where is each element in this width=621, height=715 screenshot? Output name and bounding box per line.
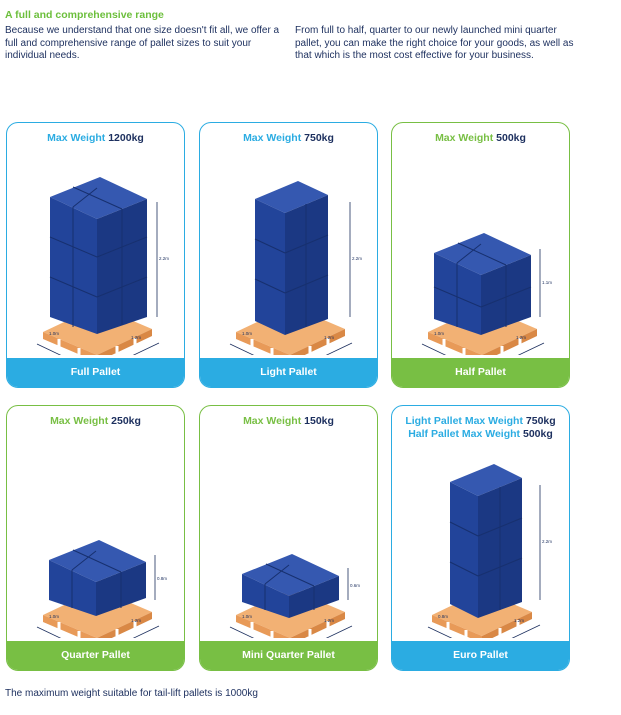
- box-stack: [50, 177, 147, 334]
- depth-label: 1.2m: [514, 618, 525, 623]
- card-label: Euro Pallet: [392, 641, 569, 670]
- box-stack: [450, 464, 522, 618]
- card-euro-pallet: [391, 405, 570, 671]
- section-heading: A full and comprehensive range: [5, 9, 164, 21]
- card-mini-quarter-pallet: [199, 405, 378, 671]
- height-label: 0.8m: [157, 576, 168, 581]
- intro-right-text: From full to half, quarter to our newly launched mini quarter pallet, you can make the right choice for your goods, as well as that which is the most cost effective for your business.: [295, 25, 574, 62]
- width-label: 1.0m: [242, 614, 253, 619]
- height-label: 2.2m: [352, 256, 363, 261]
- card-title: Max Weight 150kg: [243, 415, 334, 427]
- height-label: 0.6m: [350, 583, 361, 588]
- depth-label: 1.2m: [131, 335, 142, 340]
- quarter-pallet-illustration: [7, 440, 183, 638]
- card-quarter-pallet: [6, 405, 185, 671]
- width-label: 1.0m: [49, 614, 60, 619]
- card-half-pallet: [391, 122, 570, 388]
- light-pallet-illustration: [200, 157, 376, 355]
- depth-label: 1.2m: [324, 335, 335, 340]
- depth-label: 1.2m: [131, 618, 142, 623]
- card-light-pallet: [199, 122, 378, 388]
- card-title: Light Pallet Max Weight 750kg Half Pallet Max Weight 500kg: [405, 415, 556, 440]
- box-stack: [255, 181, 328, 335]
- depth-label: 1.2m: [324, 618, 335, 623]
- height-label: 2.2m: [542, 539, 553, 544]
- card-label: Full Pallet: [7, 358, 184, 387]
- width-label: 1.0m: [242, 331, 253, 336]
- euro-pallet-illustration: [392, 440, 568, 638]
- footnote: The maximum weight suitable for tail-lift pallets is 1000kg: [5, 688, 258, 699]
- width-label: 0.8m: [438, 614, 449, 619]
- card-title: Max Weight 750kg: [243, 132, 334, 144]
- width-label: 1.0m: [434, 331, 445, 336]
- card-title: Max Weight 500kg: [435, 132, 526, 144]
- half-pallet-illustration: [392, 157, 568, 355]
- full-pallet-illustration: [7, 157, 183, 355]
- mini-quarter-pallet-illustration: [200, 440, 376, 638]
- height-label: 2.2m: [159, 256, 170, 261]
- card-title: Max Weight 250kg: [50, 415, 141, 427]
- height-label: 1.1m: [542, 280, 553, 285]
- card-label: Light Pallet: [200, 358, 377, 387]
- box-stack: [434, 233, 531, 335]
- card-full-pallet: [6, 122, 185, 388]
- width-label: 1.0m: [49, 331, 60, 336]
- card-label: Quarter Pallet: [7, 641, 184, 670]
- intro-left-text: Because we understand that one size doesn't fit all, we offer a full and comprehensive range of pallet sizes to suit your individual needs.: [5, 25, 280, 62]
- card-title: Max Weight 1200kg: [47, 132, 144, 144]
- depth-label: 1.2m: [516, 335, 527, 340]
- card-label: Mini Quarter Pallet: [200, 641, 377, 670]
- card-label: Half Pallet: [392, 358, 569, 387]
